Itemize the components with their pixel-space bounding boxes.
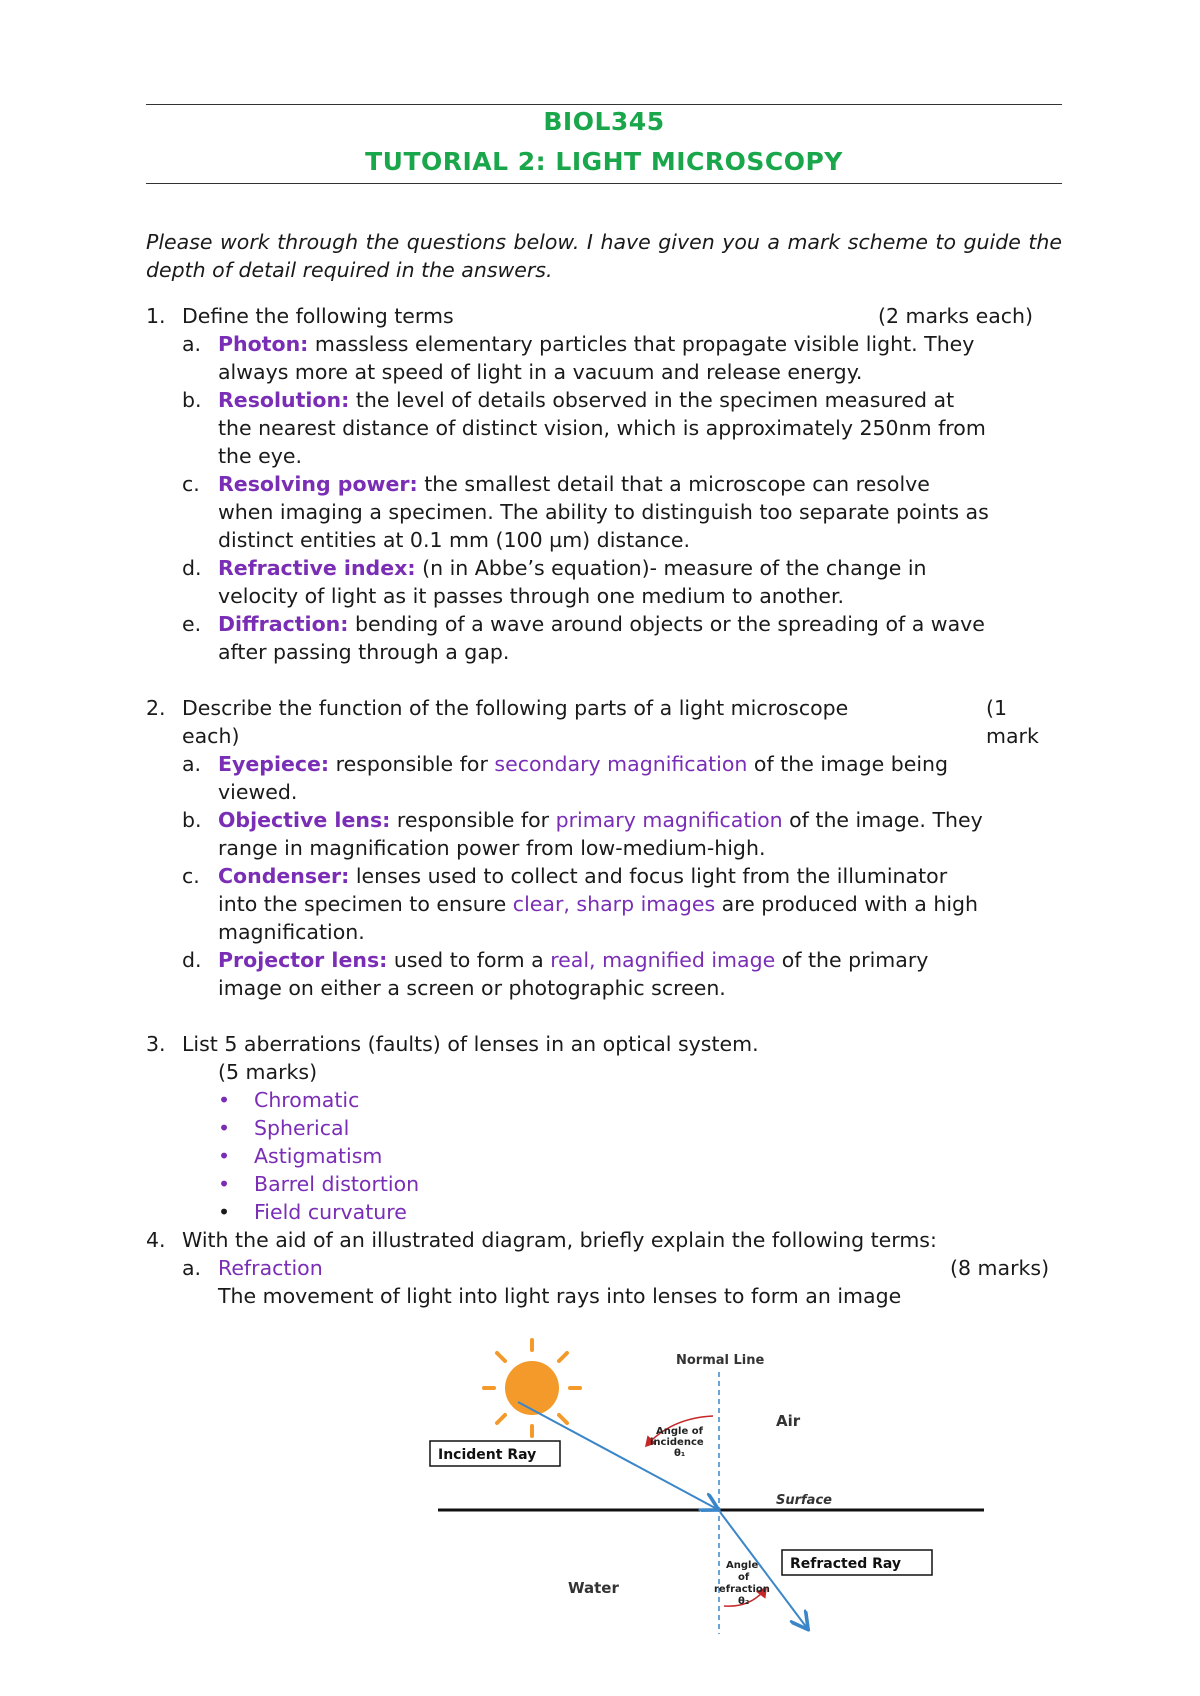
list-letter: a. [182,752,202,776]
highlight-text: primary magnification [555,808,783,832]
aberration-item [146,1170,1062,1198]
q4-prompt: With the aid of an illustrated diagram, briefly explain the following terms: [182,1228,937,1252]
question-3 [146,1030,1062,1058]
highlight-text: clear, sharp images [512,892,716,916]
definition-line: range in magnification power from low-medium-high. [218,836,766,860]
term-refraction: Refraction [218,1256,323,1280]
definition-text: responsible for [329,752,495,776]
aberration-label: Chromatic [254,1088,360,1112]
term-refractive-index: Refractive index: [218,556,416,580]
refraction-diagram [426,1338,986,1638]
bullet-icon: • [218,1116,231,1140]
surface-label: Surface [776,1493,832,1508]
q3-prompt: List 5 aberrations (faults) of lenses in an optical system. [182,1032,759,1056]
term-objective-lens: Objective lens: [218,808,391,832]
normal-line-label: Normal Line [676,1353,765,1368]
refracted-ray-label: Refracted Ray [790,1556,902,1572]
definition-line: viewed. [218,780,298,804]
refraction-label: refraction [714,1584,770,1595]
definition-line: (n in Abbe’s equation)- measure of the change in [415,556,927,580]
list-letter: a. [182,332,202,356]
bullet-icon: • [218,1172,231,1196]
term-diffraction: Diffraction: [218,612,349,636]
incidence-label: θ₁ [674,1448,686,1459]
air-label: Air [776,1412,801,1430]
highlight-text: real, magnified image [550,948,776,972]
definition-line: the level of details observed in the specimen measured at [349,388,955,412]
list-letter: a. [182,1256,202,1280]
definition-line: bending of a wave around objects or the spreading of a wave [348,612,985,636]
definition-line: velocity of light as it passes through one medium to another. [218,584,845,608]
incidence-label: Angle of [656,1426,703,1437]
aberration-label: Field curvature [254,1200,407,1224]
refraction-explanation: The movement of light into light rays into lenses to form an image [218,1284,902,1308]
bullet-icon: • [218,1200,231,1224]
term-resolving-power: Resolving power: [218,472,418,496]
aberration-item [146,1142,1062,1170]
definition-text: into the specimen to ensure [218,892,513,916]
definition-text: responsible for [390,808,556,832]
list-letter: d. [182,948,202,972]
term-photon: Photon: [218,332,309,356]
definition-text: of the image. They [782,808,983,832]
aberration-item [146,1114,1062,1142]
definition-line: the smallest detail that a microscope can resolve [417,472,930,496]
tutorial-title: TUTORIAL 2: LIGHT MICROSCOPY [365,147,843,176]
definition-text: of the image being [747,752,949,776]
definition-line: image on either a screen or photographic screen. [218,976,726,1000]
q2-marks-cont: each) [182,724,240,748]
header-bottom-rule [146,183,1062,184]
definition-line: distinct entities at 0.1 mm (100 µm) distance. [218,528,691,552]
definition-text: lenses used to collect and focus light from the illuminator [349,864,948,888]
q1-prompt: Define the following terms [182,304,454,328]
definition-line: the eye. [218,444,303,468]
list-letter: b. [182,808,202,832]
q3-marks: (5 marks) [218,1060,318,1084]
bullet-icon: • [218,1144,231,1168]
refraction-label: θ₂ [738,1596,750,1607]
aberration-item [146,1198,1062,1226]
term-condenser: Condenser: [218,864,350,888]
intro-paragraph: Please work through the questions below. I have given you a mark scheme to guide the depth of detail required in the answers. [146,230,1062,282]
q2-marks: (1 mark [986,696,1039,748]
aberration-label: Spherical [254,1116,350,1140]
list-letter: e. [182,612,202,636]
definition-line: the nearest distance of distinct vision, which is approximately 250nm from [218,416,986,440]
definition-line: after passing through a gap. [218,640,510,664]
term-eyepiece: Eyepiece: [218,752,330,776]
highlight-text: secondary magnification [494,752,748,776]
q2-prompt: Describe the function of the following parts of a light microscope [182,696,849,720]
water-label: Water [568,1579,619,1597]
list-letter: d. [182,556,202,580]
definition-text: are produced with a high [715,892,979,916]
question-4 [146,1226,1062,1254]
incidence-label: incidence [650,1437,704,1448]
header-top-rule [146,104,1062,105]
q4-item-a [146,1254,1062,1282]
definition-line: massless elementary particles that propagate visible light. They [308,332,975,356]
list-letter: b. [182,388,202,412]
q2-number: 2. [146,696,166,720]
q1-number: 1. [146,304,166,328]
refraction-label: Angle [726,1560,759,1571]
definition-line: magnification. [218,920,365,944]
term-projector-lens: Projector lens: [218,948,388,972]
question-1 [146,302,1062,330]
q1-marks: (2 marks each) [878,304,1034,328]
sun-icon [484,1340,580,1436]
q4-number: 4. [146,1228,166,1252]
aberration-label: Barrel distortion [254,1172,420,1196]
incident-ray-label: Incident Ray [438,1447,537,1463]
q4-marks: (8 marks) [950,1256,1050,1280]
aberration-item [146,1086,1062,1114]
term-resolution: Resolution: [218,388,350,412]
definition-text: of the primary [775,948,929,972]
bullet-icon: • [218,1088,231,1112]
list-letter: c. [182,864,200,888]
list-letter: c. [182,472,200,496]
course-code: BIOL345 [543,107,665,136]
q3-number: 3. [146,1032,166,1056]
definition-text: used to form a [387,948,551,972]
definition-line: when imaging a specimen. The ability to distinguish too separate points as [218,500,989,524]
aberration-label: Astigmatism [254,1144,383,1168]
definition-line: always more at speed of light in a vacuum and release energy. [218,360,863,384]
refraction-label: of [738,1572,750,1583]
